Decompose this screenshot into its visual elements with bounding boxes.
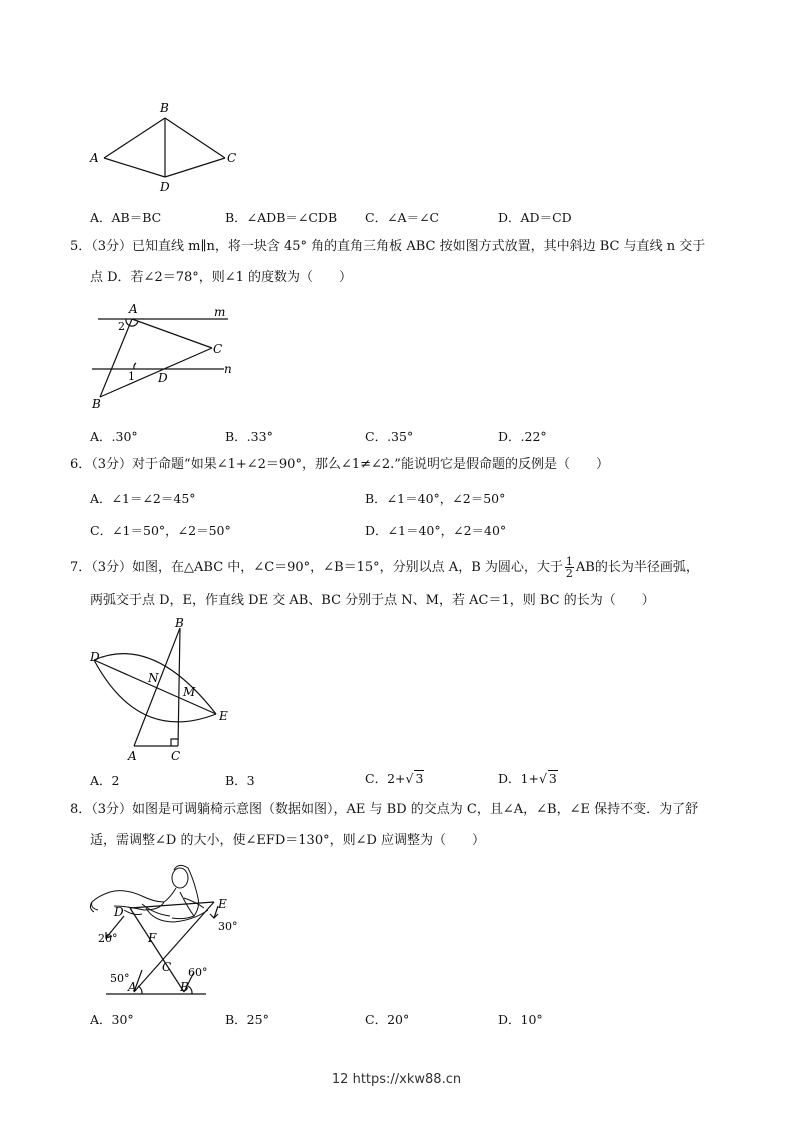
q6-option-a: A．∠1＝∠2＝45°	[90, 491, 196, 506]
q8-label-e: E	[218, 897, 227, 911]
q7-label-d: D	[90, 650, 100, 664]
q8-stem-line2: 适，需调整∠D 的大小，使∠EFD＝130°，则∠D 应调整为（ ）	[90, 833, 486, 848]
q8-option-d: D．10°	[498, 1012, 543, 1027]
q4-option-b: B．∠ADB＝∠CDB	[225, 210, 338, 225]
q8-angle-50: 50°	[110, 972, 130, 985]
q7-fraction	[565, 556, 574, 579]
q4-option-c: C．∠A＝∠C	[365, 210, 440, 225]
q5-option-c: C．.35°	[365, 429, 414, 444]
q8-option-a: A．30°	[90, 1012, 134, 1027]
q7-figure	[84, 614, 244, 764]
q8-angle-60: 60°	[188, 966, 208, 979]
q8-figure	[84, 858, 254, 1003]
q5-label-m: m	[214, 305, 226, 319]
q8-label-f: F	[148, 931, 157, 945]
q7-option-a: A．2	[90, 773, 120, 788]
q4-label-d: D	[160, 180, 170, 194]
q8-angle-20: 20°	[98, 932, 118, 945]
q5-label-a: A	[129, 302, 138, 316]
q7-frac-num: 1	[565, 555, 573, 568]
q7-option-b: B．3	[225, 773, 255, 788]
q8-angle-30: 30°	[218, 920, 238, 933]
q5-label-c: C	[213, 342, 223, 356]
q5-stem-line2: 点 D．若∠2＝78°，则∠1 的度数为（ ）	[90, 270, 353, 285]
q7-label-a: A	[128, 749, 137, 763]
q5-label-angle2: 2	[118, 320, 125, 333]
q8-option-c: C．20°	[365, 1012, 410, 1027]
q7-frac-den: 2	[565, 567, 573, 580]
q6-stem: 6．（3分）对于命题“如果∠1+∠2＝90°，那么∠1≠∠2.”能说明它是假命题的反例是（ ）	[70, 457, 609, 472]
q7-option-d-pre: D．1+	[498, 771, 539, 786]
q7-stem-pre: 7．（3分）如图，在△ABC 中，∠C＝90°，∠B＝15°，分别以点 A，B 为圆心，大于	[70, 560, 563, 575]
q5-label-angle1: 1	[128, 370, 135, 383]
q5-figure	[88, 300, 248, 412]
person-illustration	[90, 865, 208, 922]
q4-label-a: A	[90, 151, 99, 165]
q6-option-d: D．∠1＝40°，∠2＝40°	[365, 523, 507, 538]
q7-option-c-radicand: 3	[415, 771, 424, 786]
q7-stem-line2: 两弧交于点 D，E，作直线 DE 交 AB、BC 分别于点 N、M，若 AC＝1，则 BC 的长为（ ）	[90, 593, 655, 608]
q4-figure	[86, 98, 246, 198]
q8-label-a: A	[128, 980, 137, 994]
q5-option-b: B．.33°	[225, 429, 273, 444]
q7-label-n: N	[148, 671, 159, 685]
q6-option-c: C．∠1＝50°，∠2＝50°	[90, 523, 231, 538]
page-footer: 12 https://xkw88.cn	[331, 1072, 462, 1087]
q4-option-a: A．AB＝BC	[90, 210, 162, 225]
q4-option-d: D．AD＝CD	[498, 210, 572, 225]
q5-label-b: B	[92, 397, 101, 411]
q7-label-e: E	[219, 709, 228, 723]
q7-option-d-radicand: 3	[548, 771, 557, 786]
q7-option-c-pre: C．2+	[365, 771, 406, 786]
q5-option-a: A．.30°	[90, 429, 138, 444]
q8-label-b: B	[180, 980, 189, 994]
q5-stem-line1: 5．（3分）已知直线 m∥n，将一块含 45° 角的直角三角板 ABC 按如图方式放置，其中斜边 BC 与直线 n 交于	[70, 239, 706, 254]
q7-label-c: C	[171, 749, 181, 763]
q8-label-c: C	[162, 960, 172, 974]
q7-label-b: B	[175, 616, 184, 630]
q8-option-b: B．25°	[225, 1012, 269, 1027]
q7-option-d: D．1+√ 3	[498, 771, 557, 786]
q5-option-d: D．.22°	[498, 429, 547, 444]
q5-label-d: D	[158, 371, 168, 385]
q7-option-c: C．2+√ 3	[365, 771, 424, 786]
q6-option-b: B．∠1＝40°，∠2＝50°	[365, 491, 506, 506]
q8-label-d: D	[114, 905, 124, 919]
q7-stem-line1	[70, 556, 699, 579]
q4-label-c: C	[227, 151, 237, 165]
q4-label-b: B	[160, 101, 169, 115]
q8-stem-line1: 8．（3分）如图是可调躺椅示意图（数据如图），AE 与 BD 的交点为 C，且∠A，∠B，∠E 保持不变．为了舒	[70, 802, 699, 817]
q7-stem-post: AB的长为半径画弧，	[575, 560, 699, 575]
q7-label-m: M	[183, 685, 196, 699]
q5-label-n: n	[224, 362, 232, 376]
